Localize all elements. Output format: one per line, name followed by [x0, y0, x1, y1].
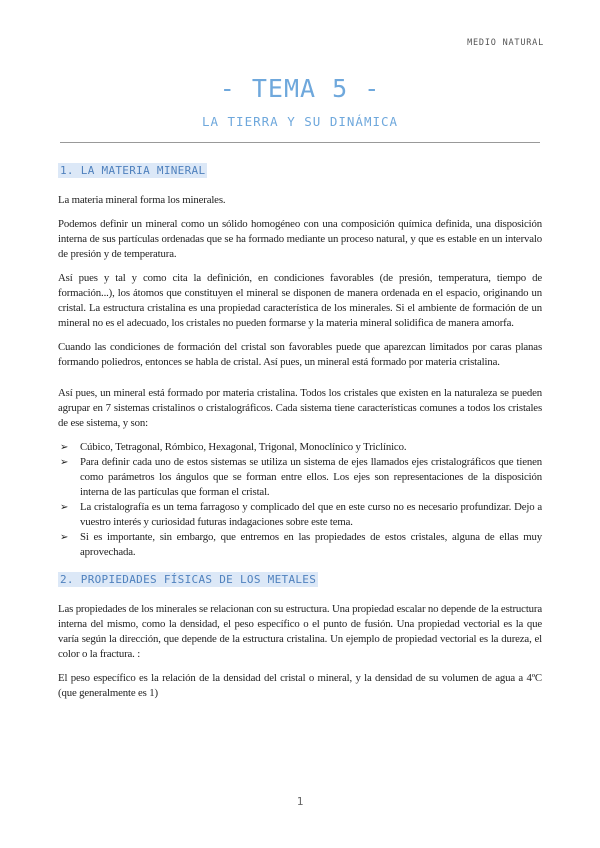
section-heading-1: 1. LA MATERIA MINERAL: [60, 164, 206, 177]
crystal-systems-list: [58, 440, 542, 560]
paragraph: La materia mineral forma los minerales.: [58, 194, 226, 206]
list-item-text: Para definir cada uno de estos sistemas se utiliza un sistema de ejes llamados ejes cristalográficos que tienen como parámetros los ángulos que se forman entre ellos. Los ejes son representaciones de la disposición interna de las partículas que forman el cristal.: [80, 456, 542, 498]
paragraph: Las propiedades de los minerales se relacionan con su estructura. Una propiedad escalar no depende de la estructura interna del mismo, como la densidad, el peso específico o el punto de fusión. Una propiedad vectorial es la que varía según la dirección, que depende de la estructura cristalina. Un ejemplo de propiedad vectorial es la dureza, el color o la fractura. :: [58, 603, 542, 660]
paragraph: Cuando las condiciones de formación del cristal son favorables puede que aparezcan limitados por caras planas formando poliedros, entonces se habla de cristal. Así pues, un mineral está formado por materia cristalina.: [58, 341, 542, 368]
arrowhead-bullet-icon: ➢: [60, 442, 69, 453]
paragraph: Podemos definir un mineral como un sólido homogéneo con una composición química definida, una disposición interna de sus partículas ordenadas que se ha formado mediante un proceso natural, y que es estable en un intervalo de presión y de temperatura.: [58, 218, 542, 260]
page-title: - TEMA 5 -: [219, 74, 381, 103]
list-item: [58, 500, 542, 530]
arrowhead-bullet-icon: ➢: [60, 502, 69, 513]
list-item-text: Si es importante, sin embargo, que entremos en las propiedades de estos cristales, alguna de ellas muy aprovechada.: [80, 531, 542, 558]
arrowhead-bullet-icon: ➢: [60, 457, 69, 468]
header-section-label: MEDIO NATURAL: [467, 38, 544, 48]
section-heading-2: 2. PROPIEDADES FÍSICAS DE LOS METALES: [60, 573, 317, 586]
page-subtitle: LA TIERRA Y SU DINÁMICA: [201, 114, 399, 129]
list-item-text: La cristalografía es un tema farragoso y complicado del que en este curso no es necesario profundizar. Dejo a vuestro interés y curiosidad futuras indagaciones sobre este tema.: [80, 501, 542, 528]
document-body: [58, 161, 542, 710]
arrowhead-bullet-icon: ➢: [60, 532, 69, 543]
list-item: [58, 530, 542, 560]
paragraph: Así pues y tal y como cita la definición, en condiciones favorables (de presión, temperatura, tiempo de formación...), los átomos que constituyen el mineral se disponen de manera ordenada en el espacio, originando un cristal. La estructura cristalina es una propiedad característica de los minerales. Si el ambiente de formación de un mineral no es el adecuado, los cristales no pueden formarse y la materia mineral solidifica de manera amorfa.: [58, 272, 542, 329]
title-divider: [60, 142, 540, 143]
page-number: 1: [296, 795, 304, 808]
paragraph: Así pues, un mineral está formado por materia cristalina. Todos los cristales que existen en la naturaleza se pueden agrupar en 7 sistemas cristalinos o cristalográficos. Cada sistema tiene características comunes a todos los cristales de ese sistema, y son:: [58, 387, 542, 429]
list-item-text: Cúbico, Tetragonal, Rómbico, Hexagonal, Trigonal, Monoclínico y Triclínico.: [80, 441, 407, 453]
list-item: [58, 440, 542, 455]
list-item: [58, 455, 542, 500]
paragraph: El peso específico es la relación de la densidad del cristal o mineral, y la densidad de su volumen de agua a 4ºC (que generalmente es 1): [58, 672, 542, 699]
